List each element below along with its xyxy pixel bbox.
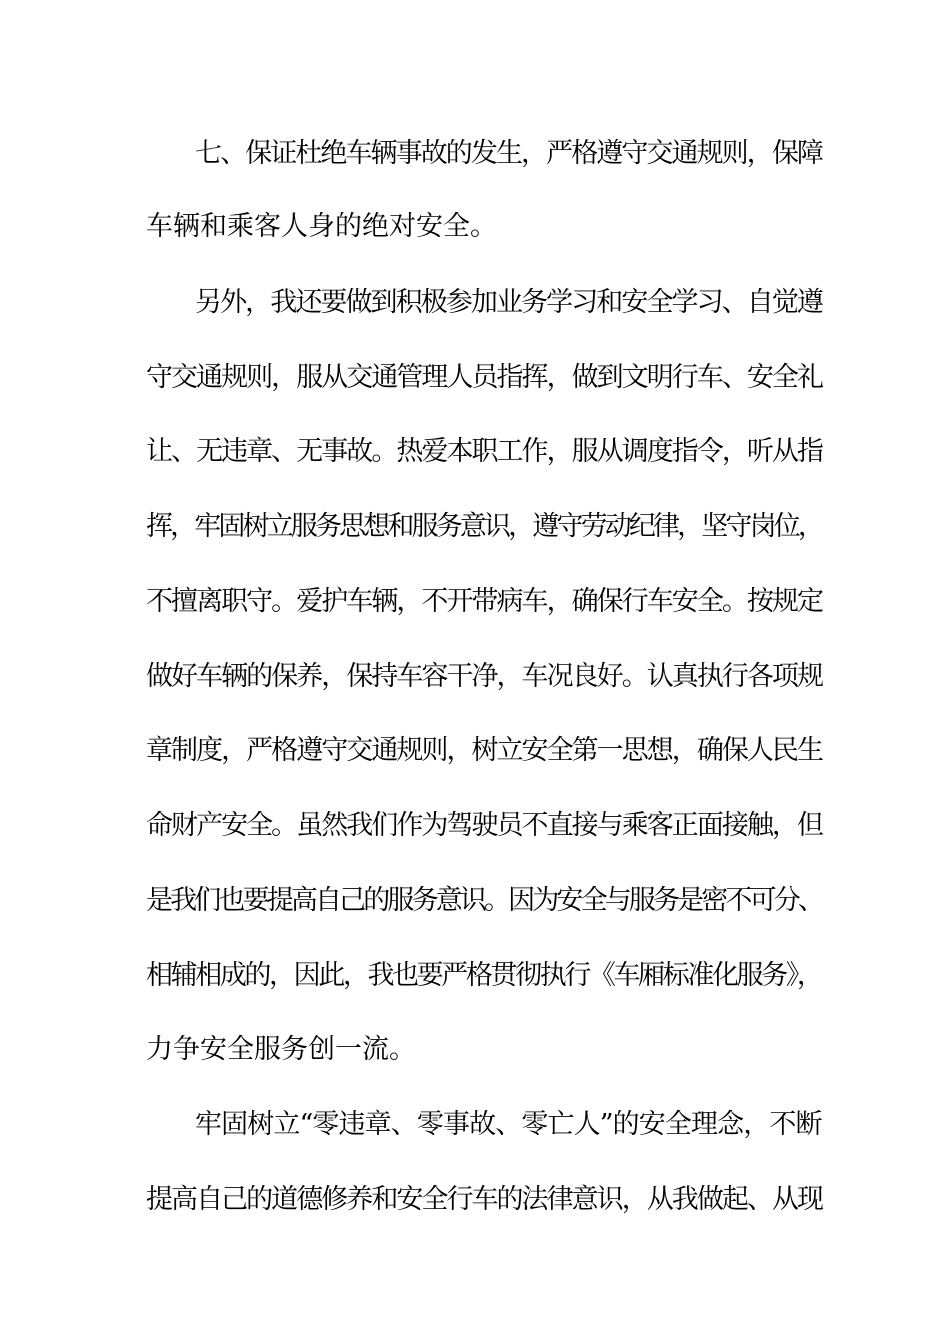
- text-line: 力争安全服务创一流。: [146, 1034, 416, 1065]
- text-line: 让、无违章、无事故。热爱本职工作，服从调度指令，听从指: [146, 436, 822, 467]
- text-line: 相辅相成的，因此，我也要严格贯彻执行《车厢标准化服务》，: [146, 960, 822, 991]
- text-line: 七、保证杜绝车辆事故的发生，严格遵守交通规则，保障: [195, 138, 822, 169]
- text-line: 做好车辆的保养，保持车容干净，车况良好。认真执行各项规: [146, 661, 822, 692]
- text-line: 车辆和乘客人身的绝对安全。: [146, 211, 497, 242]
- text-line: 命财产安全。虽然我们作为驾驶员不直接与乘客正面接触，但: [146, 810, 822, 841]
- text-line: 牢固树立“零违章、零事故、零亡人”的安全理念，不断: [195, 1109, 822, 1140]
- text-line: 另外，我还要做到积极参加业务学习和安全学习、自觉遵: [195, 287, 822, 318]
- text-line: 不擅离职守。爱护车辆，不开带病车，确保行车安全。按规定: [146, 586, 822, 617]
- text-line: 章制度，严格遵守交通规则，树立安全第一思想，确保人民生: [146, 735, 822, 766]
- text-line: 挥，牢固树立服务思想和服务意识，遵守劳动纪律，坚守岗位，: [146, 511, 822, 542]
- text-line: 是我们也要提高自己的服务意识。因为安全与服务是密不可分、: [146, 885, 822, 916]
- text-line: 提高自己的道德修养和安全行车的法律意识，从我做起、从现: [146, 1184, 822, 1215]
- text-line: 守交通规则，服从交通管理人员指挥，做到文明行车、安全礼: [146, 362, 822, 393]
